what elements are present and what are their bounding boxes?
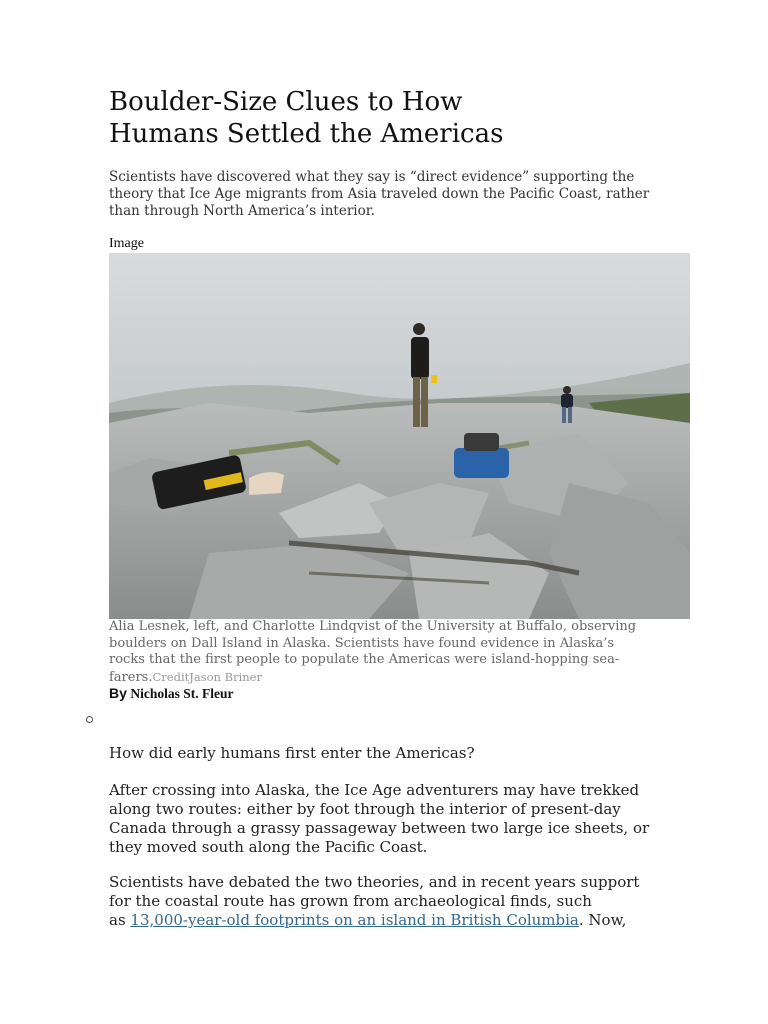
- byline: [109, 685, 234, 703]
- article-photo: [109, 253, 690, 619]
- summary-line-1: Scientists have discovered what they say is “direct evidence” supporting the: [109, 169, 635, 185]
- byline-author[interactable]: Nicholas St. Fleur: [130, 686, 234, 701]
- caption-line-4: [109, 669, 689, 687]
- p3-line-3: [109, 911, 639, 930]
- caption-line-1: Alia Lesnek, left, and Charlotte Lindqvist of the University at Buffalo, observing: [109, 619, 637, 634]
- article-headline: [109, 86, 669, 150]
- p2-line-1: After crossing into Alaska, the Ice Age adventurers may have trekked: [109, 781, 640, 799]
- p3-line-2: for the coastal route has grown from archaeological finds, such: [109, 892, 592, 910]
- p2-line-3: Canada through a grassy passageway between two large ice sheets, or: [109, 819, 650, 837]
- article-summary: [109, 169, 679, 220]
- byline-label: By: [109, 685, 127, 701]
- p3-suffix: . Now,: [578, 911, 627, 929]
- summary-line-2: theory that Ice Age migrants from Asia traveled down the Pacific Coast, rather: [109, 186, 650, 202]
- photo-credit: CreditJason Briner: [152, 669, 262, 684]
- p3-line-1: Scientists have debated the two theories, and in recent years support: [109, 873, 640, 891]
- body-paragraph-2: [109, 781, 649, 857]
- caption-last-text: farers.: [109, 669, 153, 685]
- image-label: Image: [109, 236, 144, 251]
- p2-line-2: along two routes: either by foot through the interior of present-day: [109, 800, 621, 818]
- caption-line-3: rocks that the first people to populate the Americas were island-hopping sea-: [109, 652, 620, 667]
- body-paragraph-3: [109, 873, 639, 930]
- body-paragraph-1: How did early humans first enter the Americas?: [109, 744, 475, 762]
- headline-line-1: Boulder-Size Clues to How: [109, 87, 463, 117]
- p2-line-4: they moved south along the Pacific Coast.: [109, 838, 428, 856]
- footprints-link[interactable]: 13,000-year-old footprints on an island in British Columbia: [130, 911, 579, 929]
- p3-prefix: as: [109, 911, 131, 929]
- photo-caption: [109, 619, 689, 686]
- summary-line-3: than through North America’s interior.: [109, 203, 375, 219]
- list-bullet-icon: [86, 716, 93, 723]
- caption-line-2: boulders on Dall Island in Alaska. Scientists have found evidence in Alaska’s: [109, 635, 615, 651]
- headline-line-2: Humans Settled the Americas: [109, 119, 504, 149]
